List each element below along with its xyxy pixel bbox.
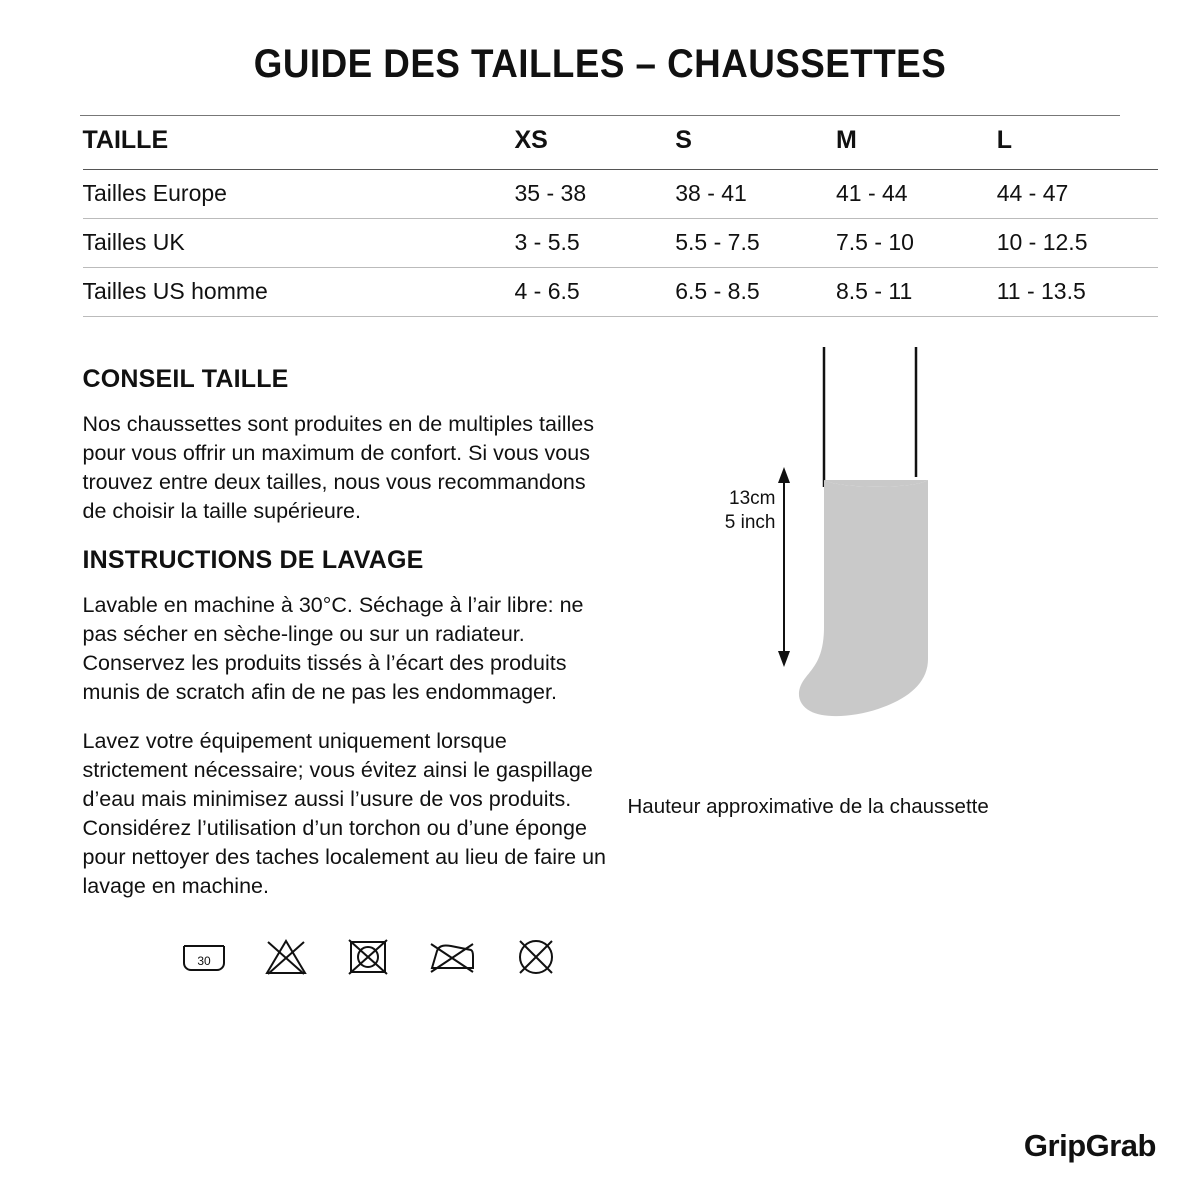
row-label-us-homme: Tailles US homme bbox=[82, 278, 268, 304]
wash-temp-label: 30 bbox=[196, 954, 211, 969]
cell-uk-s: 5.5 - 7.5 bbox=[675, 229, 760, 255]
header-l: L bbox=[996, 126, 1012, 154]
cell-europe-xs: 35 - 38 bbox=[514, 180, 587, 206]
table-row bbox=[83, 170, 1158, 219]
header-m: M bbox=[835, 126, 857, 154]
cell-us-xs: 4 - 6.5 bbox=[514, 278, 580, 304]
page-title: GUIDE DES TAILLES – CHAUSSETTES bbox=[253, 42, 947, 86]
table-row bbox=[83, 268, 1158, 317]
table-header-row bbox=[83, 116, 1158, 170]
cell-uk-l: 10 - 12.5 bbox=[996, 229, 1088, 255]
size-table-head bbox=[83, 116, 1158, 170]
cell-us-m: 8.5 - 11 bbox=[835, 278, 913, 304]
row-label-europe: Tailles Europe bbox=[82, 180, 227, 206]
do-not-dry-clean-icon bbox=[513, 937, 559, 977]
heading-instructions-lavage: INSTRUCTIONS DE LAVAGE bbox=[82, 546, 424, 575]
wash-30-icon bbox=[181, 937, 227, 977]
cell-europe-l: 44 - 47 bbox=[996, 180, 1069, 206]
do-not-tumble-dry-icon bbox=[345, 937, 391, 977]
sock-shape bbox=[798, 480, 927, 716]
text-column bbox=[83, 347, 628, 977]
sock-caption: Hauteur approximative de la chaussette bbox=[627, 795, 989, 818]
measure-inch: 5 inch bbox=[724, 511, 776, 533]
paragraph-lavage-2: Lavez votre équipement uniquement lorsque strictement nécessaire; vous évitez ainsi le gaspillage d’eau mais minimisez aussi l’usure de vos produits. Considérez l’utilisation d’un torchon ou d’une éponge pour nettoyer des taches localement au lieu de faire un lavage en machine. bbox=[82, 729, 606, 899]
cell-us-l: 11 - 13.5 bbox=[996, 278, 1086, 304]
size-table-wrapper bbox=[43, 116, 1158, 317]
sock-figure bbox=[628, 347, 1098, 777]
cell-us-s: 6.5 - 8.5 bbox=[675, 278, 760, 304]
size-table-body bbox=[83, 170, 1158, 317]
sock-illustration bbox=[628, 347, 1158, 777]
do-not-bleach-icon bbox=[263, 937, 309, 977]
lower-content bbox=[43, 347, 1158, 977]
heading-conseil-taille: CONSEIL TAILLE bbox=[82, 365, 289, 393]
size-table bbox=[83, 116, 1158, 317]
cell-uk-m: 7.5 - 10 bbox=[835, 229, 914, 255]
height-measure-arrow bbox=[778, 467, 790, 667]
header-s: S bbox=[675, 126, 692, 154]
table-row bbox=[83, 219, 1158, 268]
cell-uk-xs: 3 - 5.5 bbox=[514, 229, 580, 255]
header-taille: TAILLE bbox=[82, 126, 169, 154]
measure-cm: 13cm bbox=[729, 488, 776, 509]
cell-europe-m: 41 - 44 bbox=[835, 180, 908, 206]
height-measure-label bbox=[706, 487, 776, 535]
brand-logo: GripGrab bbox=[1023, 1128, 1156, 1163]
header-xs: XS bbox=[514, 126, 548, 154]
leg-outline bbox=[824, 347, 916, 487]
do-not-iron-icon bbox=[427, 937, 477, 977]
care-symbols bbox=[83, 937, 628, 977]
paragraph-conseil-taille: Nos chaussettes sont produites en de multiples tailles pour vous offrir un maximum de confort. Si vous vous trouvez entre deux tailles, nous vous recommandons de choisir la taille supérieure. bbox=[82, 412, 594, 524]
row-label-uk: Tailles UK bbox=[82, 229, 185, 255]
cell-europe-s: 38 - 41 bbox=[675, 180, 747, 206]
illustration-column bbox=[628, 347, 1158, 977]
paragraph-lavage-1: Lavable en machine à 30°C. Séchage à l’air libre: ne pas sécher en sèche-linge ou sur un radiateur. Conservez les produits tissés à l’écart des produits munis de scratch afin de ne pas les endommager. bbox=[82, 593, 584, 705]
